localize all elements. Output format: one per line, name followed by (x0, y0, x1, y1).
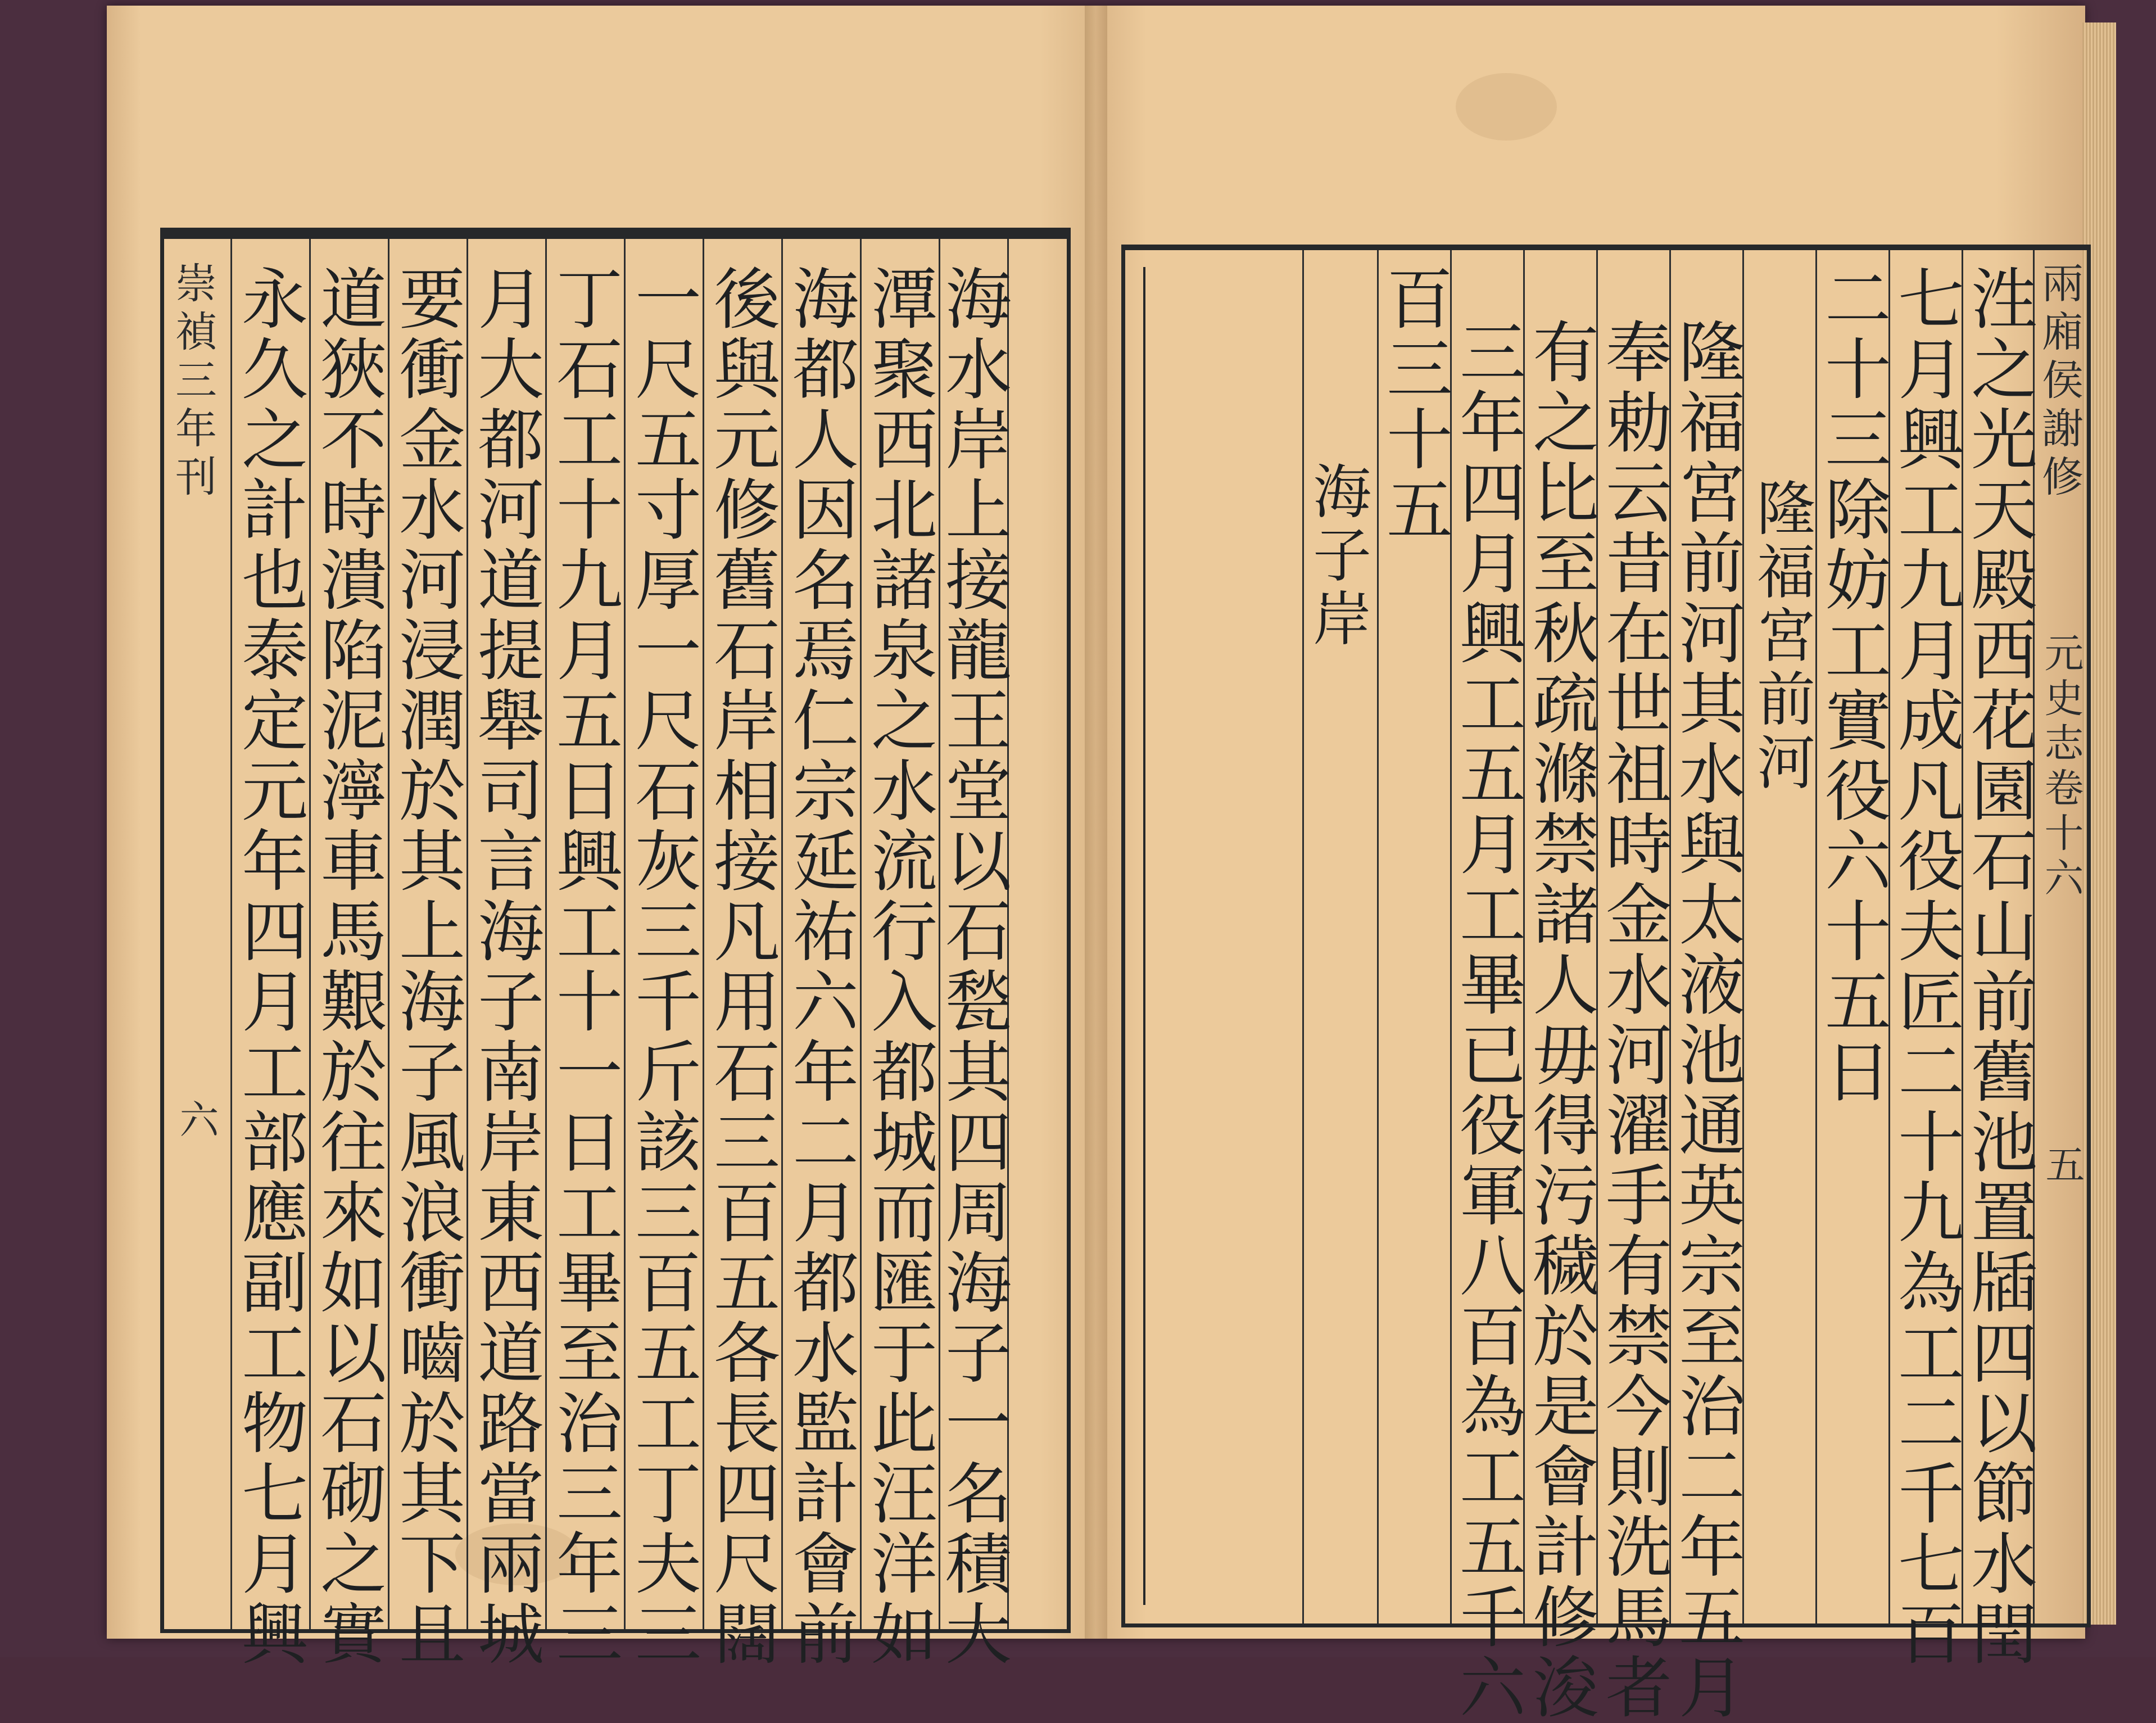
column-rule (1302, 250, 1304, 1623)
text-column: 泩之光天殿西花園石山前舊池置牐四以節水閏 (1960, 264, 2037, 1670)
section-heading: 海子岸 (1303, 461, 1371, 652)
text-column: 海都人因名焉仁宗延祐六年二月都水監計會前 (781, 264, 859, 1670)
text-column: 一尺五寸厚一尺石灰三千斤該三百五工丁夫三 (624, 264, 701, 1670)
text-column: 潭聚西北諸泉之水流行入都城而匯于此汪洋如 (860, 264, 937, 1670)
right-folio: 五 (2039, 1144, 2085, 1183)
text-column: 隆福宮前河其水與太液池通英宗至治二年五月 (1668, 318, 1745, 1723)
left-folio: 六 (173, 1099, 219, 1138)
left-margin-title: 崇禎三年刊 (169, 261, 217, 503)
book-gutter (1085, 6, 1107, 1639)
text-column: 永久之計也泰定元年四月工部應副工物七月興 (230, 264, 308, 1670)
paper-stain (1456, 73, 1557, 141)
text-column: 道狹不時潰陷泥濘車馬艱於往來如以石砌之實 (309, 264, 387, 1670)
text-column: 要衝金水河浸潤於其上海子風浪衝嚙於其下且 (388, 264, 465, 1670)
text-column: 三年四月興工五月工畢已役軍八百為工五千六 (1448, 318, 1526, 1723)
text-column: 百三十五 (1375, 264, 1453, 545)
text-column: 二十三除妨工實役六十五日 (1814, 264, 1891, 1107)
text-column: 有之比至秋疏滌禁諸人毋得污穢於是會計修浚 (1521, 318, 1599, 1723)
left-text-frame (160, 228, 1071, 1670)
section-heading: 隆福宮前河 (1747, 478, 1815, 795)
text-column: 七月興工九月成凡役夫匠二十九為工二千七百 (1887, 264, 1964, 1670)
text-column: 丁石工十九月五日興工十一日工畢至治三年三 (545, 264, 623, 1670)
text-column: 後與元修舊石岸相接凡用石三百五各長四尺闊 (703, 264, 780, 1670)
right-text-frame (1121, 245, 2091, 1723)
right-margin-title: 兩廂侯謝修 (2035, 261, 2083, 503)
chapter-title: 元史志卷十六 (2038, 632, 2084, 902)
text-column: 奉勅云昔在世祖時金水河濯手有禁今則洗馬者 (1595, 318, 1672, 1723)
text-column: 海水岸上接龍王堂以石甃其四周海子一名積大 (934, 264, 1012, 1670)
text-column: 月大都河道提舉司言海子南岸東西道路當兩城 (466, 264, 544, 1670)
inner-border (1143, 267, 1145, 1605)
book-spread (107, 6, 2085, 1723)
